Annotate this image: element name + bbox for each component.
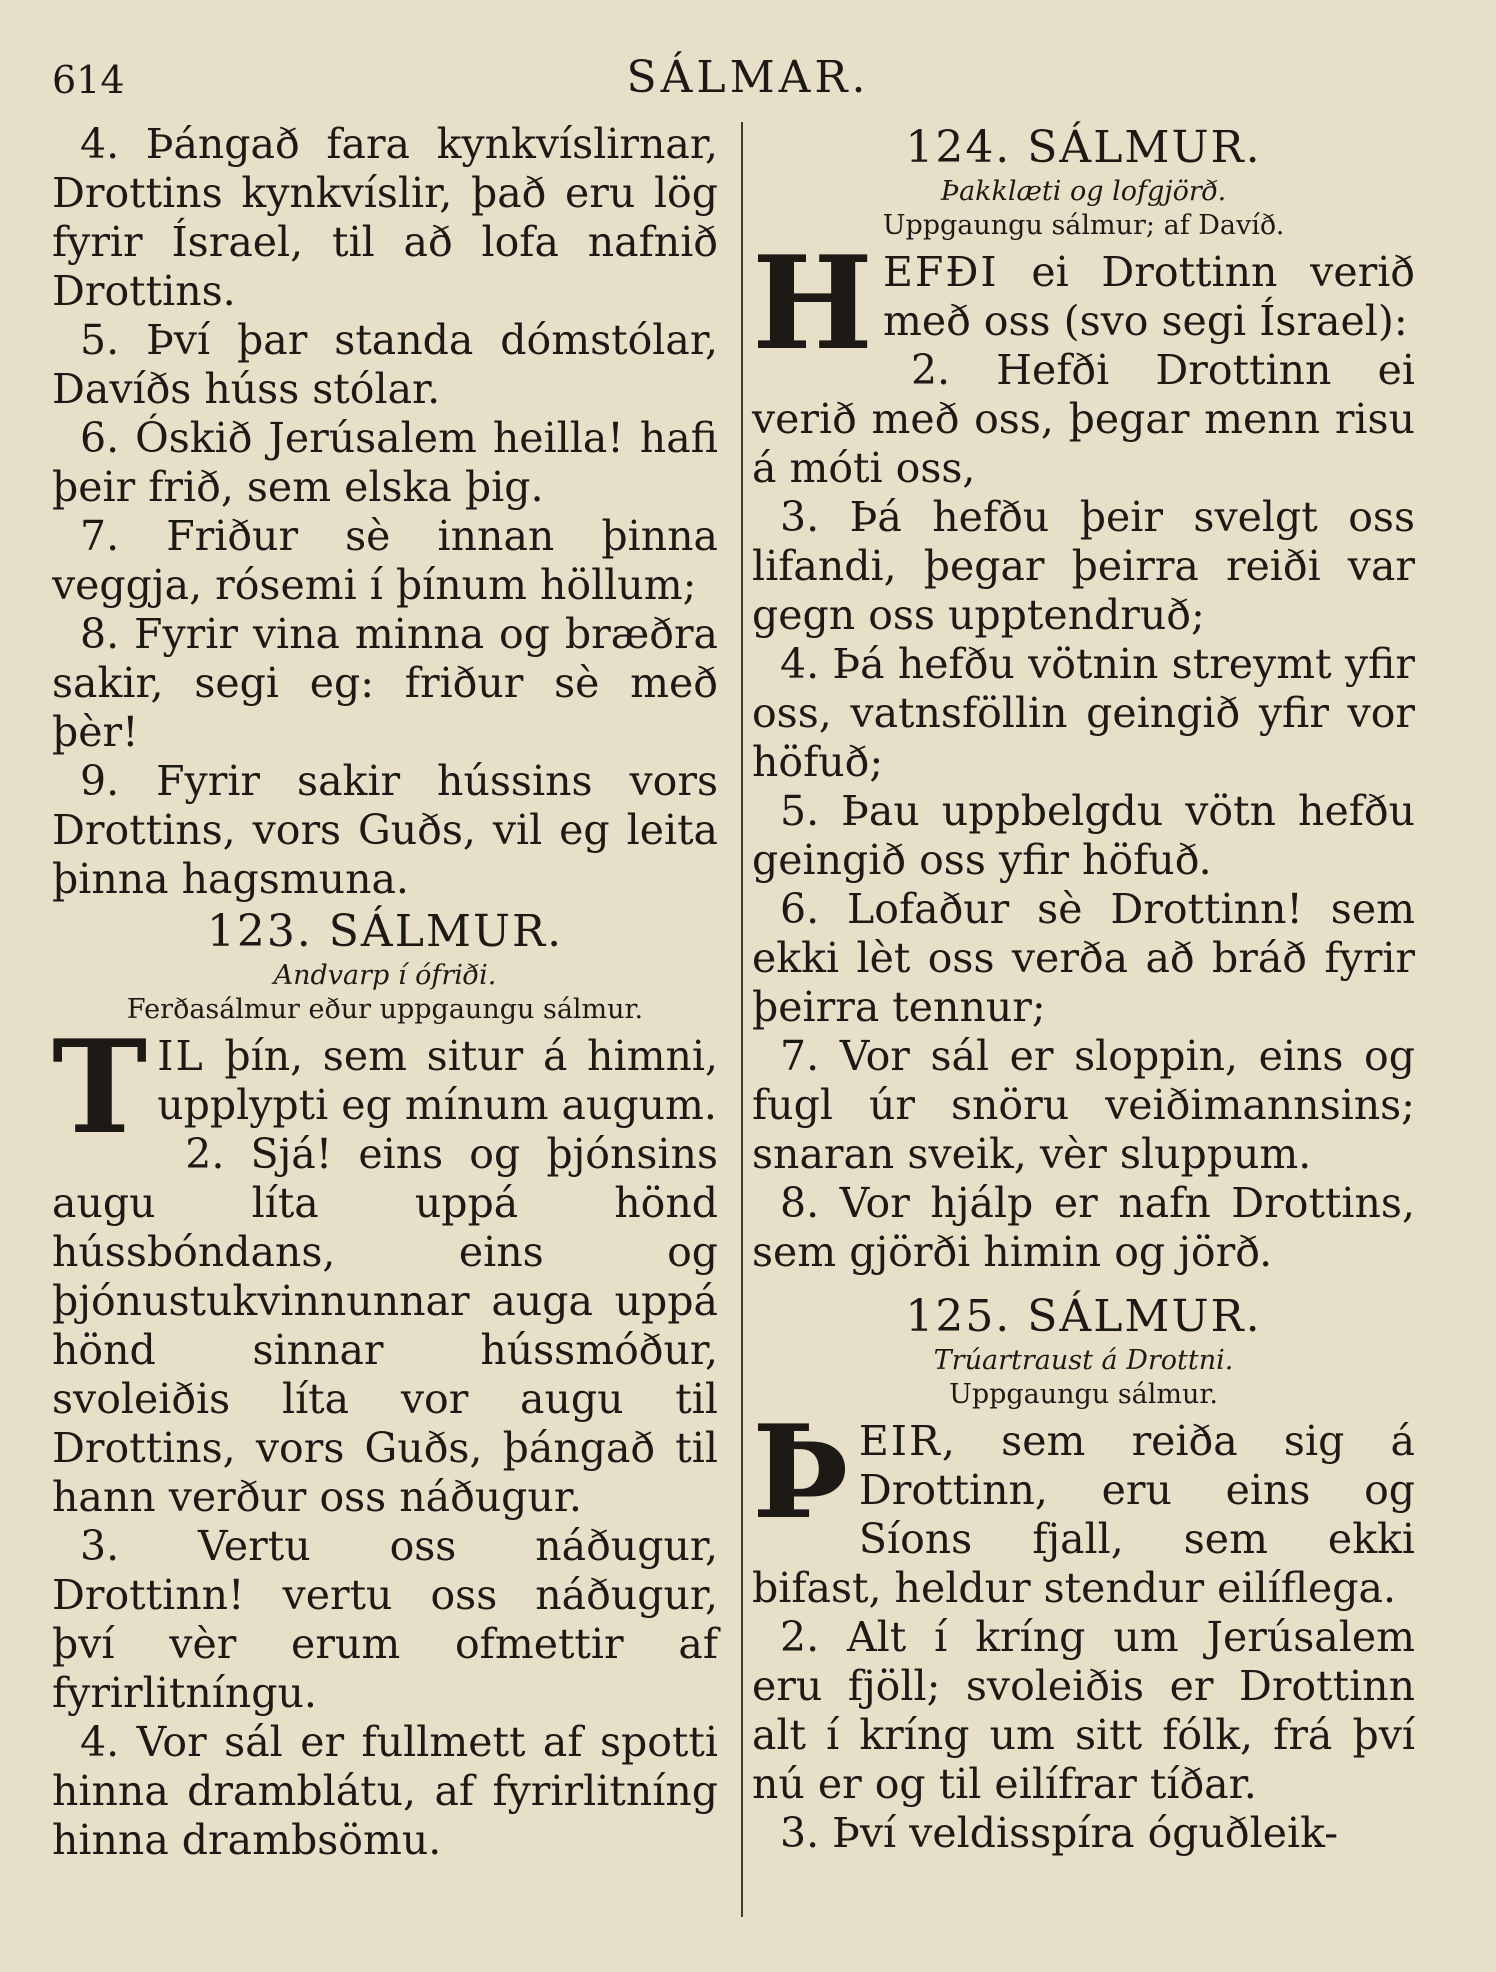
verse: 9. Fyrir sakir hússins vors Drottins, vors Guðs, vil eg leita þinna hagsmuna. (52, 757, 718, 903)
page-header (0, 52, 1496, 112)
psalm-title: 123. SÁLMUR. (206, 906, 564, 957)
psalm-title: 125. SÁLMUR. (905, 1291, 1262, 1342)
drop-cap-lead: EIR (858, 1417, 942, 1465)
first-verse (752, 1398, 1415, 1613)
verse: 4. Vor sál er fullmett af spotti hinna dramblátu, af fyrirlitníng hinna drambsömu. (52, 1718, 718, 1864)
verse: 5. Því þar standa dómstólar, Davíðs húss stólar. (52, 316, 718, 413)
verse: 5. Þau uppbelgdu vötn hefðu geingið oss yfir höfuð. (752, 787, 1415, 884)
first-verse (52, 1013, 718, 1163)
verse: 2. Sjá! eins og þjónsins augu líta uppá hönd hússbóndans, eins og þjónustukvinnunnar auga uppá hönd sinnar hússmóður, svoleiðis líta vor augu til Drottins, vors Guðs, þángað til hann verður oss náðugur. (52, 1130, 718, 1521)
psalm-subtitle: Trúartraust á Drottni. (933, 1345, 1234, 1376)
psalm-title: 124. SÁLMUR. (905, 122, 1262, 173)
drop-cap: Þ (752, 1398, 849, 1548)
drop-cap: T (52, 1013, 148, 1163)
verse: 7. Vor sál er sloppin, eins og fugl úr snöru veiðimannsins; snaran sveik, vèr sluppum. (752, 1032, 1415, 1178)
drop-cap-lead: IL (157, 1032, 205, 1080)
verse: 6. Óskið Jerúsalem heilla! hafi þeir frið, sem elska þig. (52, 414, 718, 511)
verse: 8. Fyrir vina minna og bræðra sakir, segi eg: friður sè með þèr! (52, 610, 718, 756)
psalm-note: Uppgaungu sálmur; af Davíð. (882, 210, 1285, 241)
verse: 7. Friður sè innan þinna veggja, rósemi í þínum höllum; (52, 512, 718, 609)
psalm-subtitle: Andvarp í ófriði. (273, 960, 497, 991)
left-column (52, 120, 718, 1865)
verse: 6. Lofaður sè Drottinn! sem ekki lèt oss verða að bráð fyrir þeirra tennur; (752, 885, 1415, 1031)
verse: 2. Alt í kríng um Jerúsalem eru fjöll; svoleiðis er Drottinn alt í kríng um sitt fólk, frá því nú er og til eilífrar tíðar. (752, 1613, 1415, 1808)
first-verse-text: ei Drottinn verið með oss (svo segi Ísrael): (882, 248, 1415, 345)
verse: 2. Hefði Drottinn ei verið með oss, þegar menn risu á móti oss, (752, 346, 1415, 492)
verse: 8. Vor hjálp er nafn Drottins, sem gjörði himin og jörð. (752, 1179, 1415, 1276)
first-verse (752, 229, 1415, 379)
psalm-subtitle: Þakklæti og lofgjörð. (940, 176, 1227, 207)
psalm-note: Uppgaungu sálmur. (949, 1379, 1218, 1410)
right-column (752, 120, 1415, 1858)
drop-cap-lead: EFÐI (882, 248, 999, 296)
running-title: SÁLMAR. (626, 52, 870, 103)
psalm-note: Ferðasálmur eður uppgaungu sálmur. (126, 994, 644, 1025)
verse: 4. Þá hefðu vötnin streymt yfir oss, vatnsföllin geingið yfir vor höfuð; (752, 640, 1415, 786)
column-divider (741, 122, 743, 1917)
drop-cap: H (752, 229, 873, 379)
verse: 4. Þángað fara kynkvíslirnar, Drottins kynkvíslir, það eru lög fyrir Ísrael, til að lofa nafnið Drottins. (52, 120, 718, 315)
page-number: 614 (52, 58, 125, 102)
first-verse-text: , sem reiða sig á Drottinn, eru eins og Síons fjall, sem ekki bifast, heldur stendur eilíflega. (752, 1417, 1415, 1612)
verse: 3. Þá hefðu þeir svelgt oss lifandi, þegar þeirra reiði var gegn oss upptendruð; (752, 493, 1415, 639)
first-verse-text: þín, sem situr á himni, upplypti eg mínum augum. (157, 1032, 718, 1129)
verse: 3. Vertu oss náðugur, Drottinn! vertu oss náðugur, því vèr erum ofmettir af fyrirlitníngu. (52, 1522, 718, 1717)
verse: 3. Því veldisspíra óguðleik- (780, 1809, 1339, 1857)
section-gap (752, 1277, 1415, 1289)
